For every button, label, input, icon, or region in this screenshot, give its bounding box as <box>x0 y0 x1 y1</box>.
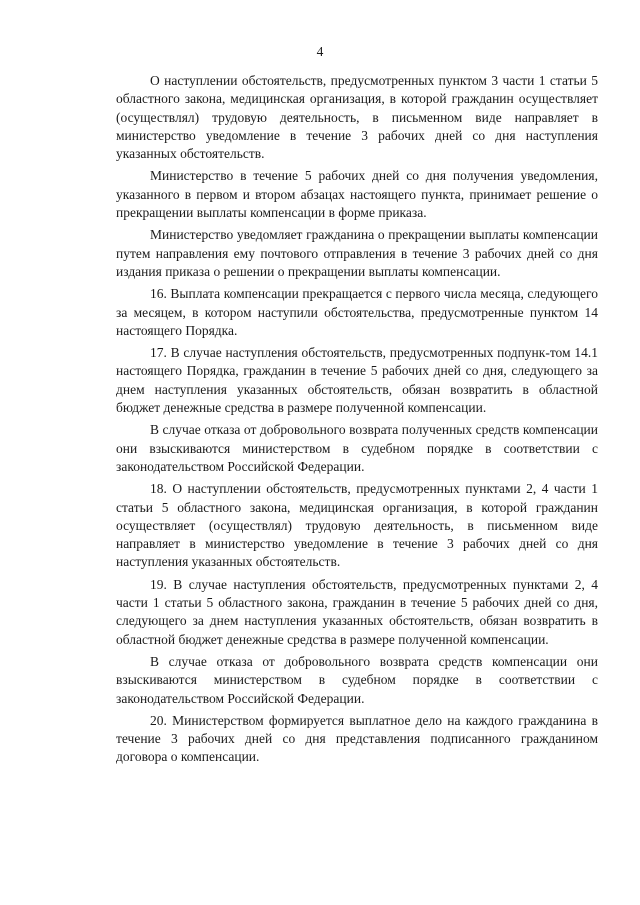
paragraph-point-15-notification: Министерство уведомляет гражданина о прекращении выплаты компенсации путем направления ему почтового отправления в течение 3 рабочих дней со дня издания приказа о решении о прекращении выплаты компенсации. <box>116 227 598 279</box>
paragraph-point-18: 18. О наступлении обстоятельств, предусмотренных пунктами 2, 4 части 1 статьи 5 областного закона, медицинская организация, в которой гражданин осуществляет (осуществлял) трудовую деятельность, в письменном виде направляет в министерство уведомление в течение 3 рабочих дней со дня наступления указанных обстоятельств. <box>116 481 598 570</box>
paragraph-point-15-decision: Министерство в течение 5 рабочих дней со дня получения уведомления, указанного в первом и втором абзацах настоящего пункта, принимает решение о прекращении выплаты компенсации в форме приказа. <box>116 168 598 221</box>
paragraph-point-17-refusal: В случае отказа от добровольного возврата полученных средств компенсации они взыскиваются министерством в судебном порядке в соответствии с законодательством Российской Федерации. <box>116 422 598 474</box>
paragraph-point-19: 19. В случае наступления обстоятельств, предусмотренных пунктами 2, 4 части 1 статьи 5 областного закона, гражданин в течение 5 рабочих дней со дня, следующего за днем наступления указанных обстоятельств, обязан возвратить в областной бюджет денежные средства в размере полученной компенсации. <box>116 576 598 647</box>
paragraph-point-19-refusal: В случае отказа от добровольного возврата средств компенсации они взыскиваются министерством в судебном порядке в соответствии с законодательством Российской Федерации. <box>116 653 598 706</box>
paragraph-point-20: 20. Министерством формируется выплатное дело на каждого гражданина в течение 3 рабочих дней со дня представления подписанного гражданином договора о компенсации. <box>116 712 598 765</box>
document-body <box>116 72 598 771</box>
paragraph-point-15-notice: О наступлении обстоятельств, предусмотренных пунктом 3 части 1 статьи 5 областного закона, медицинская организация, в которой гражданин осуществляет (осуществлял) трудовую деятельность, в письменном виде направляет в министерство уведомление в течение 3 рабочих дней со дня наступления указанных обстоятельств. <box>116 73 598 162</box>
page-number: 4 <box>316 44 324 59</box>
paragraph-point-16: 16. Выплата компенсации прекращается с первого числа месяца, следующего за месяцем, в котором наступили обстоятельства, предусмотренные пунктом 14 настоящего Порядка. <box>116 286 598 338</box>
paragraph-point-17: 17. В случае наступления обстоятельств, предусмотренных подпунк-том 14.1 настоящего Порядка, гражданин в течение 5 рабочих дней со дня, следующего за днем наступления указанных обстоятельств, обязан возвратить в областной бюджет денежные средства в размере полученной компенсации. <box>116 345 598 416</box>
